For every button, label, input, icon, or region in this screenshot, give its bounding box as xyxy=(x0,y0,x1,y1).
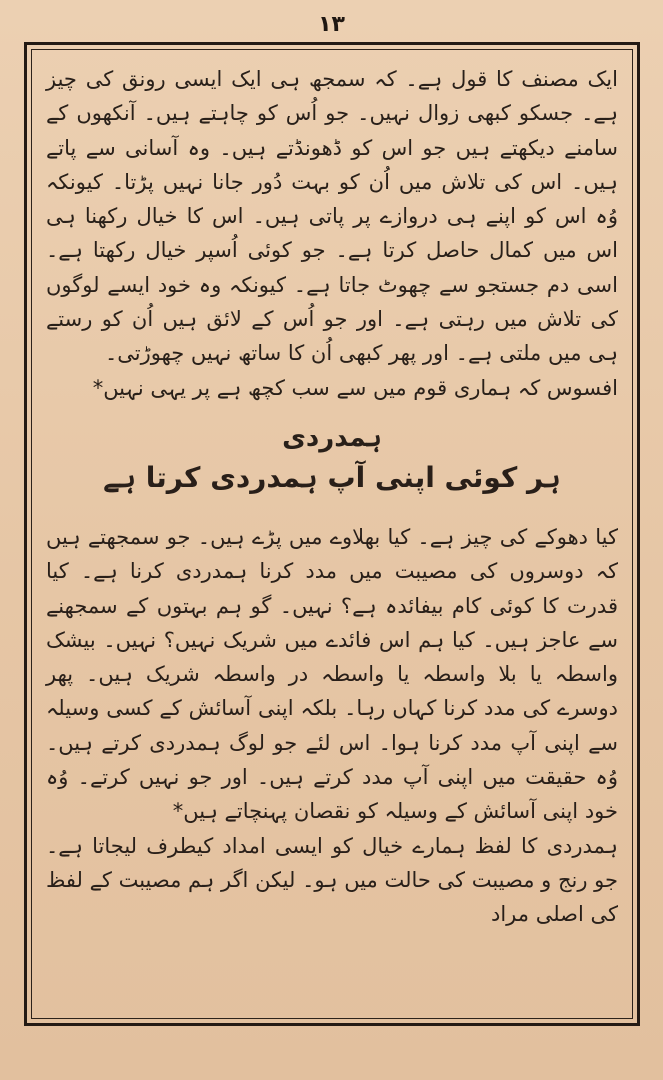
paragraph-sympathy-1: کیا دھوکے کی چیز ہے۔ کیا بھلاوے میں پڑے ہیں۔ جو سمجھتے ہیں کہ دوسروں کی مصیبت میں مدد کرنا ہمدردی کرنا ہے۔ کیا قدرت کا کوئی کام بیفائدہ ہے؟ نہیں۔ گو ہم بہتوں کے سمجھنے سے عاجز ہیں۔ کیا ہم اس فائدے میں شریک نہیں؟ نہیں۔ بیشک واسطہ یا بلا واسطہ یا واسطہ در واسطہ شریک ہیں۔ پھر دوسرے کی مدد کرنا کہاں رہا۔ بلکہ اپنی آسائش کے کسی وسیلہ سے اپنی آپ مدد کرنا ہوا۔ اس لئے جو لوگ ہمدردی کرتے ہیں۔ وُہ حقیقت میں اپنی آپ مدد کرتے ہیں۔ اور جو نہیں کرتے۔ وُہ خود اپنی آسائش کے وسیلہ کو نقصان پہنچاتے ہیں* xyxy=(46,524,618,824)
page-number: ۱۳ xyxy=(318,12,345,37)
paragraph-lament: افسوس کہ ہماری قوم میں سے سب کچھ ہے پر یہی نہیں* xyxy=(92,375,618,400)
page-text-frame xyxy=(31,49,633,1019)
paragraph-sympathy-2: ہمدردی کا لفظ ہمارے خیال کو ایسی امداد کیطرف لیجاتا ہے۔ جو رنج و مصیبت کی حالت میں ہو۔ لیکن اگر ہم مصیبت کے لفظ کی اصلی مراد xyxy=(45,833,618,927)
paragraph-intellect: ایک مصنف کا قول ہے۔ کہ سمجھ ہی ایک ایسی رونق کی چیز ہے۔ جسکو کبھی زوال نہیں۔ جو اُس کو چاہتے ہیں۔ آنکھوں کے سامنے دیکھتے ہیں جو اس کو ڈھونڈتے ہیں۔ وہ آسانی سے پاتے ہیں۔ اس کی تلاش میں اُن کو بہت دُور جانا نہیں پڑتا۔ کیونکہ وُہ اس کو اپنے ہی دروازے پر پاتی ہیں۔ اس کا خیال رکھنا ہی اس میں کمال حاصل کرتا ہے۔ جو کوئی اُسپر خیال رکھتا ہے۔ اسی دم جستجو سے چھوٹ جاتا ہے۔ کیونکہ وہ خود ایسے لوگوں کی تلاش میں رہتی ہے۔ اور جو اُس کے لائق ہیں اُن کو رستے ہی میں ملتی ہے۔ اور پھر کبھی اُن کا ساتھ نہیں چھوڑتی۔ xyxy=(46,67,618,366)
section-subheading: ہر کوئی اپنی آپ ہمدردی کرتا ہے xyxy=(103,460,561,494)
section-heading: ہمدردی xyxy=(282,422,382,453)
